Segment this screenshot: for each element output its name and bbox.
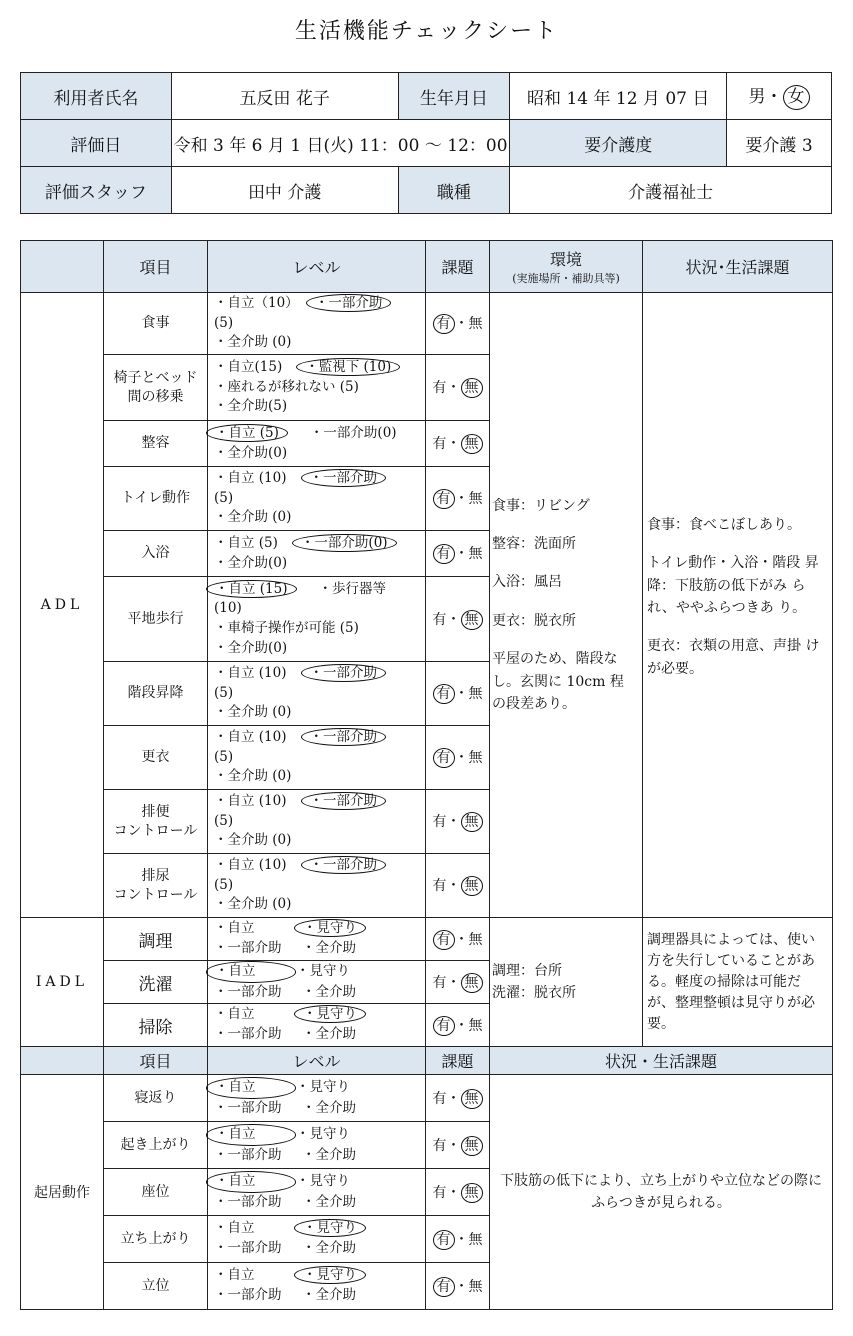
level-line: ・全介助 (0) (214, 832, 292, 849)
level-line (214, 1124, 425, 1146)
care-level-label: 要介護度 (510, 120, 727, 167)
level-option: ・一部介助 (214, 940, 282, 956)
level-option: ・監視下 (10) (296, 358, 400, 376)
item-name-text: 更衣 (141, 749, 170, 766)
header-env-title: 環境 (549, 250, 582, 269)
task-no: 無 (468, 1017, 483, 1034)
level-line (214, 1266, 425, 1286)
level-option: ・自立 (10) (214, 793, 287, 810)
task-no: 無 (468, 1278, 483, 1295)
iadl-task (426, 961, 490, 1004)
iadl-item-name: 調理 (104, 918, 208, 961)
level-option: ・全介助 (302, 1287, 356, 1303)
adl-level-options (208, 854, 426, 918)
task-separator: ・ (446, 611, 461, 628)
adl-level-options (208, 293, 426, 355)
level-line (214, 1193, 425, 1213)
level-option: ・自立 (10) (214, 665, 287, 682)
level-option: ・一部介助(0) (309, 424, 397, 441)
adl-section (21, 293, 833, 918)
adl-task (426, 854, 490, 918)
kikyo-task (426, 1075, 490, 1122)
task-separator: ・ (446, 878, 461, 894)
task-no: 無 (468, 316, 483, 332)
page-title: 生活機能チェックシート (294, 19, 559, 44)
level-option: ・全介助 (302, 1194, 356, 1210)
task-no: 無 (468, 491, 483, 507)
adl-task (426, 790, 490, 854)
level-option: ・一部介助 (214, 1100, 282, 1116)
task-yes: 有 (433, 930, 455, 950)
adl-item-name (104, 293, 208, 355)
adl-task (426, 531, 490, 577)
level-option: ・一部介助 (214, 984, 282, 1000)
level-option: ・一部介助 (306, 294, 392, 312)
task-no: 無 (461, 1183, 483, 1203)
task-no: 無 (461, 378, 483, 398)
level-line: ・座れるが移れない (5) (214, 378, 359, 395)
task-no: 無 (468, 931, 483, 948)
level-option: ・一部介助 (301, 469, 387, 487)
task-separator: ・ (454, 750, 469, 766)
env-line: 洗濯：脱衣所 (492, 985, 576, 1001)
task-separator: ・ (454, 1231, 469, 1248)
task-separator: ・ (446, 436, 461, 452)
level-option: ・自立 (5) (214, 534, 278, 551)
level-option: ・自立 (10) (214, 729, 287, 746)
task-no: 無 (461, 812, 483, 832)
task-no: 無 (461, 876, 483, 896)
kikyo-item-name: 起き上がり (104, 1122, 208, 1169)
level-option: ・全介助 (302, 984, 356, 1000)
level-line (214, 424, 425, 444)
item-name-text: 椅子とベッド (113, 369, 198, 386)
header-task: 課題 (426, 241, 490, 293)
kikyo-level-options (208, 1216, 426, 1263)
level-option: ・見守り (296, 963, 350, 980)
adl-level-options (208, 662, 426, 726)
adl-level-options (208, 355, 426, 421)
level-option: ・一部介助 (214, 1147, 282, 1163)
item-name-text: 排尿 (141, 867, 170, 884)
task-no: 無 (461, 973, 483, 993)
level-option: ・一部介助 (301, 664, 387, 682)
level-option: ・一部介助(0) (292, 534, 397, 552)
task-separator: ・ (446, 1090, 461, 1107)
level-line (214, 1005, 425, 1025)
adl-row (21, 293, 833, 355)
iadl-category-label: IADL (21, 918, 104, 1047)
kikyo-item-name: 立ち上がり (104, 1216, 208, 1263)
level-option: ・自立 (206, 961, 296, 983)
level-line: (5) (214, 684, 234, 701)
task-separator: ・ (454, 316, 469, 332)
level-line (214, 1219, 425, 1239)
task-no: 無 (461, 434, 483, 454)
gender-cell (727, 73, 832, 120)
task-no: 無 (468, 546, 483, 562)
header-blank (21, 241, 104, 293)
task-yes: 有 (432, 1137, 447, 1154)
status-line: 更衣：衣類の用意、声掛 けが必要。 (647, 638, 820, 677)
task-no: 無 (461, 1136, 483, 1156)
task-yes: 有 (432, 1090, 447, 1107)
level-option: ・一部介助 (214, 1240, 282, 1256)
level-line (214, 1025, 425, 1045)
level-line (214, 792, 425, 812)
level-line (214, 1077, 425, 1099)
job-value: 介護福祉士 (510, 167, 832, 214)
env-line: 食事：リビング (492, 497, 590, 514)
level-option: ・全介助 (302, 1026, 356, 1042)
level-option: ・見守り (294, 919, 366, 937)
kikyo-level-options (208, 1122, 426, 1169)
adl-item-name (104, 421, 208, 467)
task-no: 無 (468, 1231, 483, 1248)
gender-male: 男 (748, 87, 766, 107)
adl-level-options (208, 726, 426, 790)
staff-value: 田中 介護 (171, 167, 398, 214)
adl-level-options (208, 790, 426, 854)
iadl-item-name: 掃除 (104, 1004, 208, 1047)
level-line (214, 856, 425, 876)
level-option: ・見守り (296, 1126, 350, 1143)
kikyo-level-options (208, 1169, 426, 1216)
user-name-value: 五反田 花子 (171, 73, 398, 120)
user-name-label: 利用者氏名 (21, 73, 172, 120)
kikyo-task (426, 1169, 490, 1216)
status-line: トイレ動作・入浴・階段 昇降：下肢筋の低下がみ られ、ややふらつきあ り。 (647, 555, 819, 616)
task-separator: ・ (454, 1278, 469, 1295)
adl-task (426, 355, 490, 421)
task-separator: ・ (446, 1184, 461, 1201)
task-no: 無 (468, 750, 483, 766)
header2-task: 課題 (426, 1047, 490, 1075)
level-line: ・全介助(0) (214, 444, 288, 461)
kikyo-section (21, 1075, 833, 1310)
level-option: ・自立 (214, 1006, 255, 1023)
kikyo-level-options (208, 1075, 426, 1122)
level-line: ・全介助(0) (214, 639, 288, 656)
kikyo-item-name: 座位 (104, 1169, 208, 1216)
item-name-text: 排便 (141, 803, 170, 820)
level-line (214, 358, 425, 378)
level-line: ・全介助 (0) (214, 509, 292, 526)
env-line: 整容：洗面所 (492, 536, 576, 553)
iadl-row (21, 918, 833, 961)
adl-level-options (208, 467, 426, 531)
item-name-text: コントロール (113, 822, 198, 839)
task-separator: ・ (454, 686, 469, 702)
level-option: ・全介助 (302, 940, 356, 956)
level-line: (5) (214, 748, 234, 765)
iadl-level-options (208, 1004, 426, 1047)
item-name-text: 間の移乗 (127, 388, 184, 405)
level-option: ・自立 (214, 1267, 255, 1284)
gender-female-circled: 女 (783, 85, 810, 110)
level-option: ・一部介助 (214, 1026, 282, 1042)
adl-level-options (208, 531, 426, 577)
kikyo-task (426, 1216, 490, 1263)
level-line: (5) (214, 489, 234, 506)
info-table (20, 72, 832, 214)
level-line (214, 919, 425, 939)
task-separator: ・ (454, 1017, 469, 1034)
task-separator: ・ (454, 546, 469, 562)
level-option: ・自立 (15) (206, 580, 297, 598)
gender-separator: ・ (765, 87, 783, 107)
task-separator: ・ (446, 380, 461, 396)
birth-date-value: 昭和 14 年 12 月 07 日 (510, 73, 727, 120)
task-yes: 有 (433, 1277, 455, 1297)
adl-item-name (104, 662, 208, 726)
adl-item-name (104, 726, 208, 790)
level-option: ・自立 (206, 1077, 296, 1099)
adl-task (426, 577, 490, 662)
task-separator: ・ (446, 974, 461, 991)
level-line (214, 983, 425, 1003)
adl-item-name (104, 467, 208, 531)
iadl-item-name: 洗濯 (104, 961, 208, 1004)
task-separator: ・ (454, 491, 469, 507)
item-name-text: コントロール (113, 886, 198, 903)
level-option: ・一部介助 (301, 728, 387, 746)
level-line: (10) (214, 600, 242, 617)
adl-item-name (104, 790, 208, 854)
level-option: ・一部介助 (301, 856, 387, 874)
level-option: ・自立 (10) (214, 470, 287, 487)
adl-task (426, 421, 490, 467)
level-option: ・一部介助 (301, 792, 387, 810)
level-line: ・全介助 (0) (214, 896, 292, 913)
level-option: ・歩行器等 (318, 580, 387, 597)
level-option: ・一部介助 (214, 1194, 282, 1210)
iadl-task (426, 1004, 490, 1047)
iadl-status: 調理器具によっては、使い方を失行していることがある。軽度の掃除は可能だが、整理整頓は見守りが必要。 (643, 918, 833, 1047)
header2-status: 状況・生活課題 (490, 1047, 833, 1075)
level-line (214, 1099, 425, 1119)
task-yes: 有 (432, 814, 447, 830)
iadl-level-options (208, 918, 426, 961)
status-line: 食事：食べこぼしあり。 (647, 516, 801, 533)
item-name-text: 入浴 (141, 545, 170, 562)
task-yes: 有 (433, 684, 455, 704)
level-option: ・見守り (294, 1266, 366, 1284)
level-option: ・見守り (294, 1005, 366, 1023)
header2-item: 項目 (104, 1047, 208, 1075)
level-line: ・全介助 (0) (214, 768, 292, 785)
adl-task (426, 467, 490, 531)
level-line (214, 1286, 425, 1306)
item-name-text: 平地歩行 (127, 610, 184, 627)
task-separator: ・ (454, 931, 469, 948)
level-option: ・全介助 (302, 1100, 356, 1116)
kikyo-item-name: 立位 (104, 1263, 208, 1310)
adl-task (426, 726, 490, 790)
task-separator: ・ (446, 814, 461, 830)
env-line: 入浴：風呂 (492, 574, 562, 591)
iadl-task (426, 918, 490, 961)
adl-category-label: ADL (21, 293, 104, 918)
level-line (214, 469, 425, 489)
level-line (214, 580, 425, 600)
care-level-value: 要介護 3 (727, 120, 832, 167)
level-line: ・全介助 (0) (214, 334, 292, 351)
kikyo-row (21, 1075, 833, 1122)
adl-task (426, 293, 490, 355)
task-yes: 有 (433, 544, 455, 564)
level-option: ・自立 (206, 1171, 296, 1193)
adl-level-options (208, 577, 426, 662)
level-option: ・全介助 (302, 1240, 356, 1256)
level-option: ・全介助 (302, 1147, 356, 1163)
level-line: ・全介助(5) (214, 398, 288, 415)
adl-item-name (104, 531, 208, 577)
kikyo-status: 下肢筋の低下により、立ち上がりや立位などの際にふらつきが見られる。 (490, 1075, 833, 1310)
level-option: ・見守り (294, 1219, 366, 1237)
task-yes: 有 (433, 748, 455, 768)
level-line (214, 664, 425, 684)
job-label: 職種 (398, 167, 510, 214)
task-no: 無 (461, 610, 483, 630)
staff-label: 評価スタッフ (21, 167, 172, 214)
level-line (214, 1171, 425, 1193)
level-line (214, 961, 425, 983)
level-option: ・自立 (206, 1124, 296, 1146)
iadl-environment (490, 918, 643, 1047)
task-no: 無 (468, 686, 483, 702)
level-line (214, 294, 425, 314)
level-line: ・全介助(0) (214, 554, 288, 571)
item-name-text: トイレ動作 (120, 490, 191, 507)
task-yes: 有 (433, 1230, 455, 1250)
level-option: ・見守り (296, 1173, 350, 1190)
level-line (214, 728, 425, 748)
task-no: 無 (461, 1089, 483, 1109)
level-option: ・一部介助 (214, 1287, 282, 1303)
item-name-text: 食事 (141, 315, 170, 332)
header-env (490, 241, 643, 293)
level-option: ・自立 (214, 920, 255, 937)
task-yes: 有 (432, 878, 447, 894)
adl-status (643, 293, 833, 918)
task-yes: 有 (432, 436, 447, 452)
level-option: ・自立（10） (214, 295, 292, 312)
level-option: ・自立 (10) (214, 857, 287, 874)
task-separator: ・ (446, 1137, 461, 1154)
level-option: ・自立(15) (214, 359, 283, 376)
item-name-text: 階段昇降 (127, 685, 184, 702)
env-line: 平屋のため、階段な し。玄関に 10cm 程 の段差あり。 (492, 651, 624, 712)
level-option: ・自立 (214, 1220, 255, 1237)
task-yes: 有 (432, 611, 447, 628)
level-line: ・全介助 (0) (214, 704, 292, 721)
adl-item-name (104, 854, 208, 918)
header-level: レベル (208, 241, 426, 293)
env-line: 更衣：脱衣所 (492, 612, 576, 629)
task-yes: 有 (432, 974, 447, 991)
task-yes: 有 (432, 1184, 447, 1201)
kikyo-category-label: 起居動作 (21, 1075, 104, 1310)
header-status: 状況･生活課題 (643, 241, 833, 293)
iadl-section (21, 918, 833, 1047)
check-table (20, 240, 833, 1310)
level-line: (5) (214, 314, 234, 331)
kikyo-task (426, 1263, 490, 1310)
task-yes: 有 (433, 489, 455, 509)
level-line: (5) (214, 812, 234, 829)
eval-date-label: 評価日 (21, 120, 172, 167)
adl-item-name (104, 577, 208, 662)
level-line (214, 1239, 425, 1259)
adl-item-name (104, 355, 208, 421)
birth-date-label: 生年月日 (398, 73, 510, 120)
level-option: ・自立 (5) (206, 424, 288, 442)
kikyo-task (426, 1122, 490, 1169)
eval-date-value: 令和 3 年 6 月 1 日(火) 11：00 ～ 12：00 (171, 120, 510, 167)
adl-task (426, 662, 490, 726)
adl-environment (490, 293, 643, 918)
level-option: ・見守り (296, 1079, 350, 1096)
header2-blank (21, 1047, 104, 1075)
level-line: ・車椅子操作が可能 (5) (214, 620, 359, 636)
header-env-sub: (実施場所・補助具等) (512, 272, 620, 285)
task-yes: 有 (433, 314, 455, 334)
kikyo-item-name: 寝返り (104, 1075, 208, 1122)
task-yes: 有 (433, 1016, 455, 1036)
env-line: 調理：台所 (492, 962, 562, 979)
adl-level-options (208, 421, 426, 467)
level-line: (5) (214, 876, 234, 893)
kikyo-level-options (208, 1263, 426, 1310)
header-item: 項目 (104, 241, 208, 293)
task-yes: 有 (432, 380, 447, 396)
level-line (214, 939, 425, 959)
iadl-level-options (208, 961, 426, 1004)
item-name-text: 整容 (141, 435, 170, 452)
level-line (214, 1146, 425, 1166)
header2-level: レベル (208, 1047, 426, 1075)
level-line (214, 534, 425, 554)
